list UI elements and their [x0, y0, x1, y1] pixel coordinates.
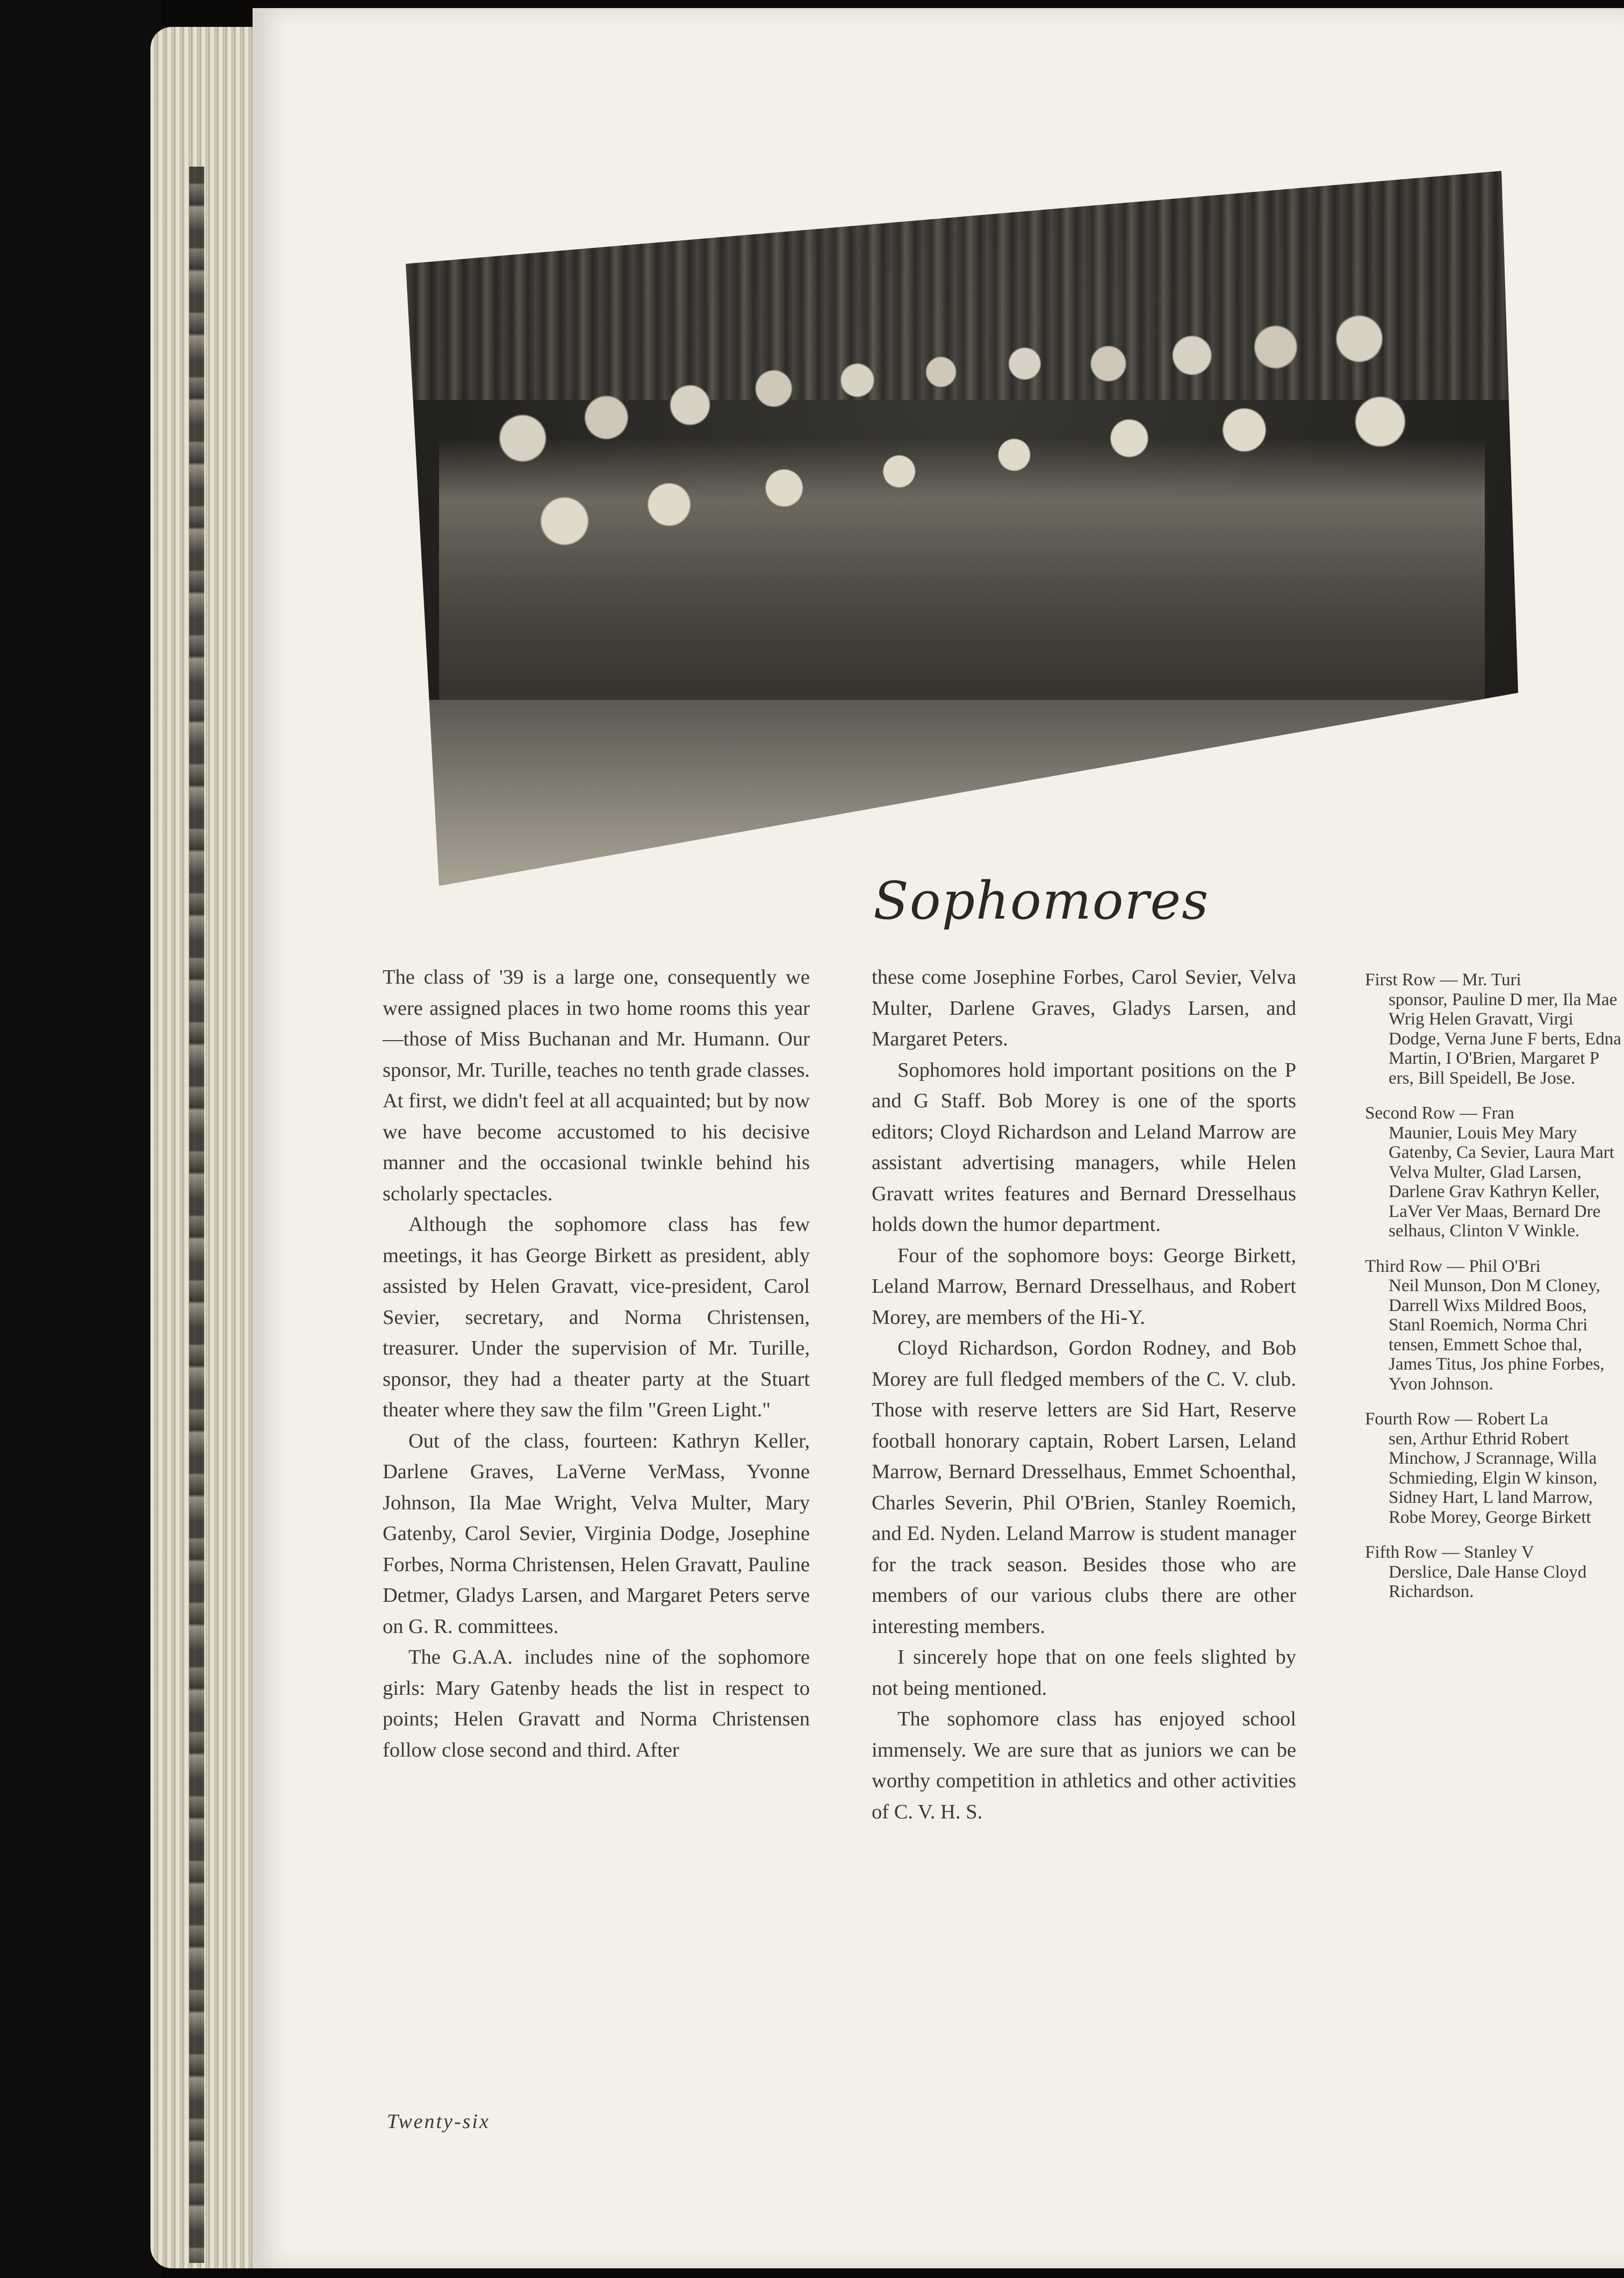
book-page-edges [150, 27, 258, 2268]
paragraph: Four of the sophomore boys: George Birkett, Leland Marrow, Bernard Dresselhaus, and Robert Morey, are members of the Hi-Y. [872, 1244, 1296, 1329]
article-column-1 [383, 962, 810, 1766]
paragraph: these come Josephine Forbes, Carol Sevier, Velva Multer, Darlene Graves, Gladys Larsen, and Margaret Peters. [872, 966, 1296, 1050]
photo-caption-names [1365, 970, 1624, 1809]
caption-row-names: Maunier, Louis Mey Mary Gatenby, Ca Sevier, Laura Mart Velva Multer, Glad Larsen, Darlene Grav Kathryn Keller, LaVer Ver Maas, Bernard Dre selhaus, Clinton V Winkle. [1389, 1123, 1614, 1241]
caption-row-names: Neil Munson, Don M Cloney, Darrell Wixs Mildred Boos, Stanl Roemich, Norma Chri tensen, Emmett Schoe thal, James Titus, Jos phine Forbes, Yvon Johnson. [1389, 1276, 1605, 1394]
paragraph: The G.A.A. includes nine of the sophomore girls: Mary Gatenby heads the list in respect to points; Helen Gravatt and Norma Christensen follow close second and third. After [383, 1646, 810, 1761]
article-column-2 [872, 962, 1296, 1828]
caption-row-names: sponsor, Pauline D mer, Ila Mae Wrig Helen Gravatt, Virgi Dodge, Verna June F berts, Edna Martin, I O'Brien, Margaret P ers, Bill Speidell, Be Jose. [1389, 990, 1621, 1088]
caption-row-lead: Fifth Row — Stanley V [1365, 1543, 1534, 1562]
paragraph: The class of '39 is a large one, consequently we were assigned places in two home rooms this year—those of Miss Buchanan and Mr. Humann. Our sponsor, Mr. Turille, teaches no tenth grade classes. At first, we didn't feel at all acquainted; but by now we have become accustomed to his decisive manner and the occasional twinkle behind his scholarly spectacles. [383, 966, 810, 1205]
paragraph: Cloyd Richardson, Gordon Rodney, and Bob Morey are full fledged members of the C. V. club. Those with reserve letters are Sid Hart, Reserve football honorary captain, Robert Larsen, Leland Marrow, Bernard Dresselhaus, Emmet Schoenthal, Charles Severin, Phil O'Brien, Stanley Roemich, and Ed. Nyden. Leland Marrow is student manager for the track season. Besides those who are members of our various clubs there are other interesting members. [872, 1337, 1296, 1638]
page-number: Twenty-six [387, 2110, 490, 2133]
page-title: Sophomores [873, 871, 1210, 931]
caption-row-names: sen, Arthur Ethrid Robert Minchow, J Scrannage, Willa Schmieding, Elgin W kinson, Sidney Hart, L land Marrow, Robe Morey, George Birkett [1389, 1429, 1598, 1527]
scan-background [0, 0, 161, 2278]
caption-row-third [1365, 1257, 1624, 1394]
paragraph: The sophomore class has enjoyed school immensely. We are sure that as juniors we can be worthy competition in athletics and other activities of C. V. H. S. [872, 1708, 1296, 1823]
paragraph: Although the sophomore class has few meetings, it has George Birkett as president, ably assisted by Helen Gravatt, vice-president, Carol Sevier, secretary, and Norma Christensen, treasurer. Under the supervision of Mr. Turille, sponsor, they had a theater party at the Stuart theater where they saw the film "Green Light." [383, 1213, 810, 1421]
photo-students-group [439, 314, 1485, 728]
caption-row-first [1365, 970, 1624, 1088]
paragraph: Out of the class, fourteen: Kathryn Keller, Darlene Graves, LaVerne VerMass, Yvonne Johnson, Ila Mae Wright, Velva Multer, Mary Gatenby, Carol Sevier, Virginia Dodge, Josephine Forbes, Norma Christensen, Helen Gravatt, Pauline Detmer, Gladys Larsen, and Margaret Peters serve on G. R. committees. [383, 1429, 810, 1638]
caption-row-lead: Fourth Row — Robert La [1365, 1409, 1548, 1429]
book-spine-strip [189, 167, 204, 2263]
caption-row-fourth [1365, 1409, 1624, 1527]
paragraph: Sophomores hold important positions on the P and G Staff. Bob Morey is one of the sports editors; Cloyd Richardson and Leland Marrow are assistant advertising managers, while Helen Gravatt writes features and Bernard Dresselhaus holds down the humor department. [872, 1058, 1296, 1236]
caption-row-lead: Second Row — Fran [1365, 1104, 1514, 1123]
caption-row-second [1365, 1104, 1624, 1241]
caption-row-lead: First Row — Mr. Turi [1365, 970, 1521, 990]
paragraph: I sincerely hope that on one feels slighted by not being mentioned. [872, 1646, 1296, 1700]
caption-row-names: Derslice, Dale Hanse Cloyd Richardson. [1389, 1562, 1587, 1601]
caption-row-lead: Third Row — Phil O'Bri [1365, 1256, 1541, 1276]
caption-row-fifth [1365, 1543, 1624, 1602]
